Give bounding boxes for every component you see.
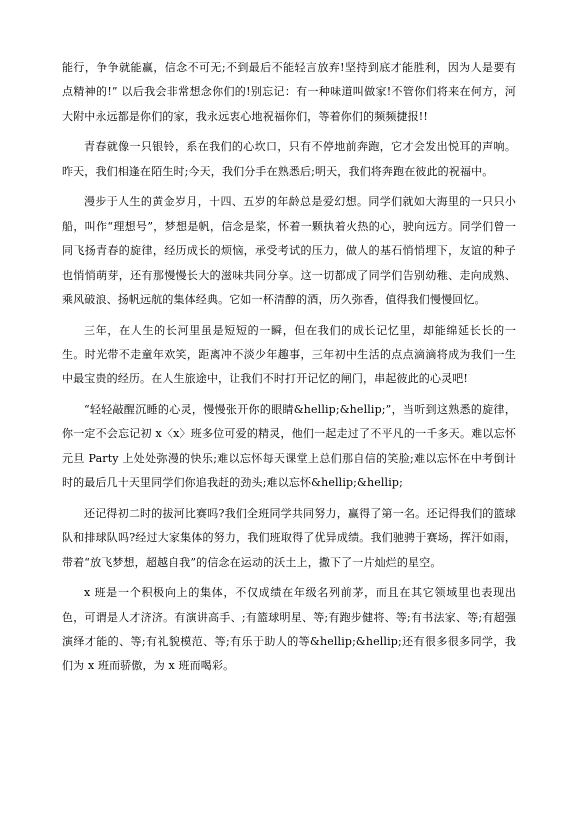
paragraph-6: 还记得初二时的拔河比赛吗?我们全班同学共同努力，赢得了第一名。还记得我们的篮球队和排球队吗?经过大家集体的努力，我们班取得了优异成绩。我们驰骋于赛场，挥汗如雨，带着“放飞梦想，超越自我”的信念在运动的沃土上，撒下了一片灿烂的星空。 bbox=[62, 506, 516, 569]
paragraph-1: 能行，争争就能赢，信念不可无;不到最后不能轻言放弃!坚持到底才能胜利，因为人是要有点精神的!” 以后我会非常想念你们的!别忘记：有一种味道叫做家!不管你们将来在何方，河大附中永远都是你们的家，我永远衷心地祝福你们，等着你们的频频捷报!! bbox=[62, 61, 516, 123]
document-body bbox=[62, 56, 516, 679]
paragraph-3: 漫步于人生的黄金岁月，十四、五岁的年龄总是爱幻想。同学们就如大海里的一只只小船，叫作“理想号”，梦想是帆，信念是桨，怀着一颗执着火热的心，驶向远方。同学们曾一同飞扬青春的旋律，经历成长的烦恼，承受考试的压力，做人的基石悄悄埋下，友谊的种子也悄悄萌芽，还有那慢慢长大的滋味共同分享。这一切都成了同学们告别幼稚、走向成熟、乘风破浪、扬帆远航的集体经典。它如一杯清醇的酒，历久弥香，值得我们慢慢回忆。 bbox=[62, 195, 516, 307]
paragraph-2: 青春就像一只银铃，系在我们的心坎口，只有不停地前奔跑，它才会发出悦耳的声响。昨天，我们相逢在陌生时;今天，我们分手在熟悉后;明天，我们将奔跑在彼此的祝福中。 bbox=[62, 140, 516, 178]
paragraph-5: “轻轻敲醒沉睡的心灵，慢慢张开你的眼睛&hellip;&hellip;”，当听到这熟悉的旋律，你一定不会忘记初 x〈x〉班多位可爱的精灵，他们一起走过了不平凡的一千多天。难以忘怀元旦 Party 上处处弥漫的快乐;难以忘怀每天课堂上总们那自信的笑脸;难以忘怀在中考倒计时的最后几十天里同学们你追我赶的劲头;难以忘怀&hellip;&hellip; bbox=[62, 403, 516, 490]
paragraph-7: x 班是一个积极向上的集体，不仅成绩在年级名列前茅，而且在其它领域里也表现出色，可谓是人才济济。有演讲高手、;有篮球明星、等;有跑步健将、等;有书法家、等;有超强演绎才能的、等;有礼貌模范、等;有乐于助人的等&hellip;&hellip;还有很多很多同学，我们为 x 班而骄傲，为 x 班而喝彩。 bbox=[62, 586, 516, 673]
paragraph-4: 三年，在人生的长河里虽是短短的一瞬，但在我们的成长记忆里，却能绵延长长的一生。时光带不走童年欢笑，距离冲不淡少年趣事，三年初中生活的点点滴滴将成为我们一生中最宝贵的经历。在人生旅途中，让我们不时打开记忆的闸门，串起彼此的心灵吧! bbox=[62, 323, 516, 386]
